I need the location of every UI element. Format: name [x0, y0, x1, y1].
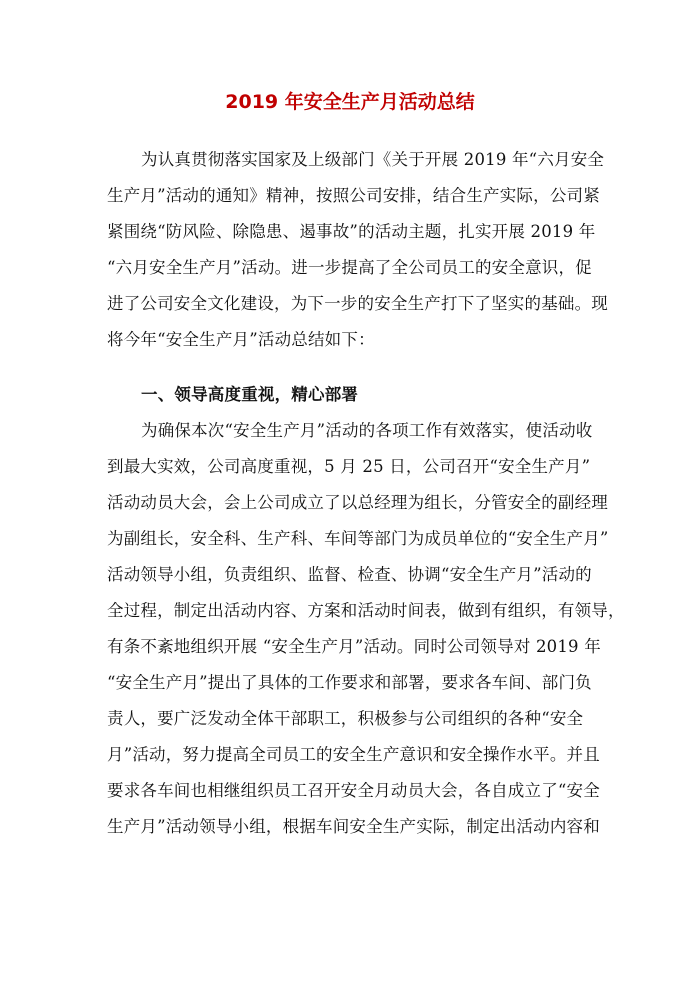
intro-line: 进了公司安全文化建设，为下一步的安全生产打下了坚实的基础。现 [107, 294, 608, 313]
body-line: 为副组长，安全科、生产科、车间等部门为成员单位的“安全生产月” [107, 529, 609, 548]
intro-line: “六月安全生产月”活动。进一步提高了全公司员工的安全意识，促 [107, 258, 592, 277]
body-line: 到最大实效，公司高度重视，5 月 25 日，公司召开“安全生产月” [107, 457, 591, 476]
body-line: 要求各车间也相继组织员工召开安全月动员大会，各自成立了“安全 [107, 781, 600, 800]
body-line: 活动动员大会，会上公司成立了以总经理为组长，分管安全的副经理 [107, 493, 608, 512]
section-heading: 一、领导高度重视，精心部署 [141, 385, 359, 404]
intro-line: 将今年“安全生产月”活动总结如下： [107, 330, 375, 349]
body-line: 月”活动，努力提高全司员工的安全生产意识和安全操作水平。并且 [107, 745, 600, 764]
body-line: 全过程，制定出活动内容、方案和活动时间表，做到有组织，有领导， [107, 601, 625, 620]
body-line: 活动领导小组，负责组织、监督、检查、协调“安全生产月”活动的 [107, 565, 592, 584]
intro-line: 为认真贯彻落实国家及上级部门《关于开展 2019 年“六月安全 [141, 150, 605, 169]
intro-line: 紧围绕“防风险、除隐患、遏事故”的活动主题，扎实开展 2019 年 [107, 222, 596, 241]
body-line: 有条不紊地组织开展 “安全生产月”活动。同时公司领导对 2019 年 [107, 637, 601, 656]
body-line: 生产月”活动领导小组，根据车间安全生产实际，制定出活动内容和 [107, 817, 600, 836]
intro-line: 生产月”活动的通知》精神，按照公司安排，结合生产实际，公司紧 [107, 186, 600, 205]
document-title: 2019 年安全生产月活动总结 [225, 91, 475, 113]
body-line: 为确保本次“安全生产月”活动的各项工作有效落实，使活动收 [141, 421, 593, 440]
body-line: “安全生产月”提出了具体的工作要求和部署，要求各车间、部门负 [107, 673, 592, 692]
body-line: 责人，要广泛发动全体干部职工，积极参与公司组织的各种“安全 [107, 709, 584, 728]
